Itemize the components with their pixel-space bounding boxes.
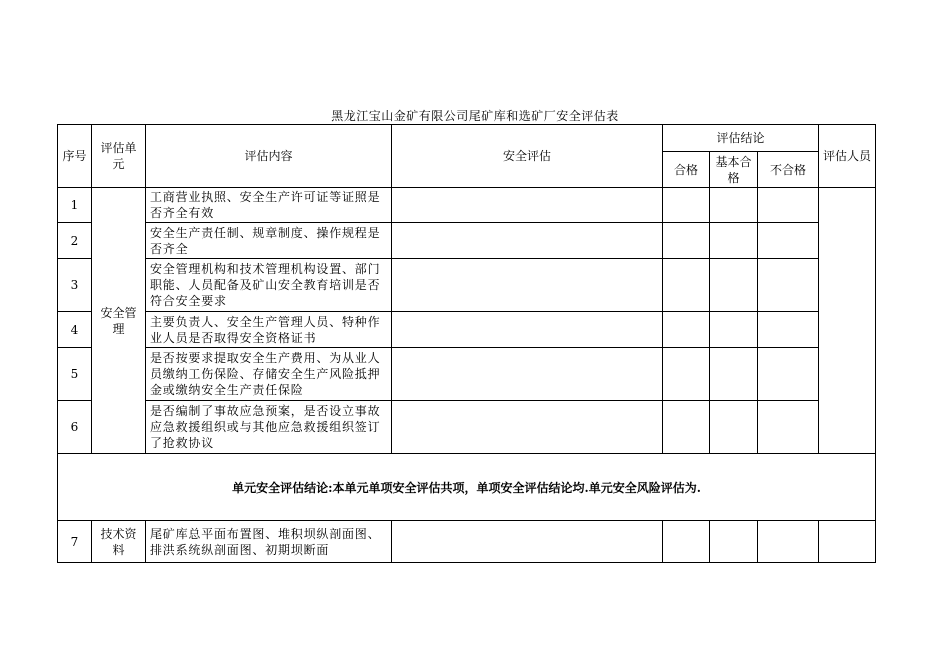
qualified-cell[interactable] bbox=[663, 348, 710, 401]
header-conclusion: 评估结论 bbox=[663, 125, 819, 152]
header-unit: 评估单元 bbox=[92, 125, 146, 188]
row-seq: 2 bbox=[58, 223, 92, 259]
qualified-cell[interactable] bbox=[663, 188, 710, 223]
row-seq: 4 bbox=[58, 312, 92, 348]
evaluation-cell[interactable] bbox=[392, 223, 663, 259]
header-qualified: 合格 bbox=[663, 152, 710, 188]
basic-qualified-cell[interactable] bbox=[710, 521, 758, 563]
row-seq: 1 bbox=[58, 188, 92, 223]
header-content: 评估内容 bbox=[146, 125, 392, 188]
evaluation-cell[interactable] bbox=[392, 188, 663, 223]
basic-qualified-cell[interactable] bbox=[710, 348, 758, 401]
header-assessor: 评估人员 bbox=[819, 125, 876, 188]
basic-qualified-cell[interactable] bbox=[710, 259, 758, 312]
unqualified-cell[interactable] bbox=[758, 348, 819, 401]
unqualified-cell[interactable] bbox=[758, 223, 819, 259]
header-seq: 序号 bbox=[58, 125, 92, 188]
row-seq: 5 bbox=[58, 348, 92, 401]
basic-qualified-cell[interactable] bbox=[710, 188, 758, 223]
basic-qualified-cell[interactable] bbox=[710, 401, 758, 454]
unit-summary: 单元安全评估结论:本单元单项安全评估共项，单项安全评估结论均.单元安全风险评估为. bbox=[58, 454, 876, 521]
row-content: 主要负责人、安全生产管理人员、特种作业人员是否取得安全资格证书 bbox=[146, 312, 392, 348]
qualified-cell[interactable] bbox=[663, 259, 710, 312]
qualified-cell[interactable] bbox=[663, 312, 710, 348]
row-content: 安全生产责任制、规章制度、操作规程是否齐全 bbox=[146, 223, 392, 259]
assessor-cell[interactable] bbox=[819, 521, 876, 563]
evaluation-cell[interactable] bbox=[392, 348, 663, 401]
header-basic-qualified: 基本合格 bbox=[710, 152, 758, 188]
evaluation-cell[interactable] bbox=[392, 312, 663, 348]
unqualified-cell[interactable] bbox=[758, 312, 819, 348]
unit-safety-management: 安全管理 bbox=[92, 188, 146, 454]
row-content: 安全管理机构和技术管理机构设置、部门职能、人员配备及矿山安全教育培训是否符合安全要求 bbox=[146, 259, 392, 312]
unqualified-cell[interactable] bbox=[758, 401, 819, 454]
evaluation-cell[interactable] bbox=[392, 521, 663, 563]
unqualified-cell[interactable] bbox=[758, 259, 819, 312]
row-seq: 6 bbox=[58, 401, 92, 454]
row-content: 工商营业执照、安全生产许可证等证照是否齐全有效 bbox=[146, 188, 392, 223]
row-content: 尾矿库总平面布置图、堆积坝纵剖面图、排洪系统纵剖面图、初期坝断面 bbox=[146, 521, 392, 563]
row-content: 是否编制了事故应急预案，是否设立事故应急救援组织或与其他应急救援组织签订了抢救协议 bbox=[146, 401, 392, 454]
assessment-table bbox=[57, 124, 876, 563]
row-seq: 7 bbox=[58, 521, 92, 563]
unqualified-cell[interactable] bbox=[758, 521, 819, 563]
basic-qualified-cell[interactable] bbox=[710, 223, 758, 259]
qualified-cell[interactable] bbox=[663, 223, 710, 259]
basic-qualified-cell[interactable] bbox=[710, 312, 758, 348]
document-title: 黑龙江宝山金矿有限公司尾矿库和选矿厂安全评估表 bbox=[331, 109, 619, 123]
unqualified-cell[interactable] bbox=[758, 188, 819, 223]
evaluation-cell[interactable] bbox=[392, 259, 663, 312]
header-evaluation: 安全评估 bbox=[392, 125, 663, 188]
qualified-cell[interactable] bbox=[663, 521, 710, 563]
header-unqualified: 不合格 bbox=[758, 152, 819, 188]
row-content: 是否按要求提取安全生产费用、为从业人员缴纳工伤保险、存储安全生产风险抵押金或缴纳安全生产责任保险 bbox=[146, 348, 392, 401]
row-seq: 3 bbox=[58, 259, 92, 312]
qualified-cell[interactable] bbox=[663, 401, 710, 454]
assessor-cell[interactable] bbox=[819, 188, 876, 454]
evaluation-cell[interactable] bbox=[392, 401, 663, 454]
unit-technical-docs: 技术资料 bbox=[92, 521, 146, 563]
